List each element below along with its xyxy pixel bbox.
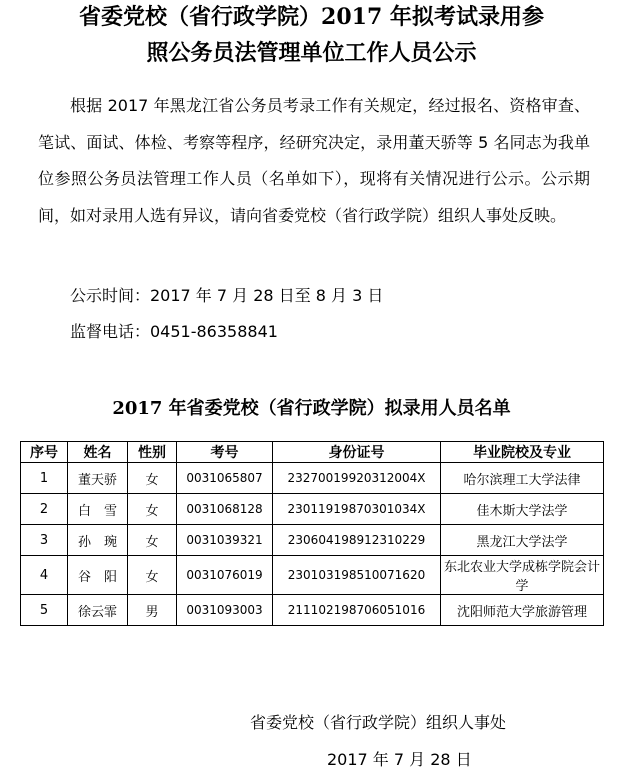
cell-exam-no: 0031068128 — [177, 494, 273, 525]
cell-gender: 女 — [128, 525, 177, 556]
table-row — [21, 525, 604, 556]
signature-date: 2017 年 7 月 28 日 — [327, 750, 472, 769]
cell-name: 孙 琬 — [68, 525, 128, 556]
cell-name: 董天骄 — [68, 463, 128, 494]
header-school-major: 毕业院校及专业 — [441, 442, 604, 463]
cell-exam-no: 0031076019 — [177, 556, 273, 595]
table-row — [21, 494, 604, 525]
cell-id-no: 230103198510071620 — [273, 556, 441, 595]
cell-seq: 3 — [21, 525, 68, 556]
header-name: 姓名 — [68, 442, 128, 463]
header-id-no: 身份证号 — [273, 442, 441, 463]
cell-gender: 女 — [128, 494, 177, 525]
table-row — [21, 463, 604, 494]
cell-seq: 1 — [21, 463, 68, 494]
list-title: 2017 年省委党校（省行政学院）拟录用人员名单 — [112, 398, 511, 419]
cell-school-major: 沈阳师范大学旅游管理 — [441, 595, 604, 626]
cell-name: 徐云霏 — [68, 595, 128, 626]
cell-school-major: 东北农业大学成栋学院会计学 — [441, 556, 604, 595]
cell-id-no: 23270019920312004X — [273, 463, 441, 494]
table-row — [21, 556, 604, 595]
header-exam-no: 考号 — [177, 442, 273, 463]
cell-id-no: 230604198912310229 — [273, 525, 441, 556]
notice-body: 根据 2017 年黑龙江省公务员考录工作有关规定，经过报名、资格审查、笔试、面试、体检、考察等程序，经研究决定，录用董天骄等 5 名同志为我单位参照公务员法管理工作人员（名单如下），现将有关情况进行公示。公示期间，如对录用人选有异议，请向省委党校（省行政学院）组织人事处反映。 — [38, 96, 590, 225]
cell-id-no: 211102198706051016 — [273, 595, 441, 626]
cell-name: 谷 阳 — [68, 556, 128, 595]
table-row — [21, 595, 604, 626]
cell-school-major: 哈尔滨理工大学法律 — [441, 463, 604, 494]
cell-seq: 2 — [21, 494, 68, 525]
supervision-phone: 监督电话：0451-86358841 — [70, 322, 278, 341]
cell-id-no: 23011919870301034X — [273, 494, 441, 525]
header-seq: 序号 — [21, 442, 68, 463]
cell-seq: 5 — [21, 595, 68, 626]
cell-exam-no: 0031065807 — [177, 463, 273, 494]
cell-gender: 男 — [128, 595, 177, 626]
candidate-table — [20, 441, 604, 626]
cell-gender: 女 — [128, 556, 177, 595]
cell-exam-no: 0031093003 — [177, 595, 273, 626]
cell-gender: 女 — [128, 463, 177, 494]
cell-name: 白 雪 — [68, 494, 128, 525]
table-header-row — [21, 442, 604, 463]
cell-exam-no: 0031039321 — [177, 525, 273, 556]
document-title-line-2: 照公务员法管理单位工作人员公示 — [146, 40, 477, 66]
header-gender: 性别 — [128, 442, 177, 463]
document-title-line-1: 省委党校（省行政学院）2017 年拟考试录用参 — [79, 4, 544, 30]
publicity-period: 公示时间：2017 年 7 月 28 日至 8 月 3 日 — [70, 286, 384, 305]
cell-seq: 4 — [21, 556, 68, 595]
cell-school-major: 黑龙江大学法学 — [441, 525, 604, 556]
signature-org: 省委党校（省行政学院）组织人事处 — [250, 713, 507, 732]
cell-school-major: 佳木斯大学法学 — [441, 494, 604, 525]
